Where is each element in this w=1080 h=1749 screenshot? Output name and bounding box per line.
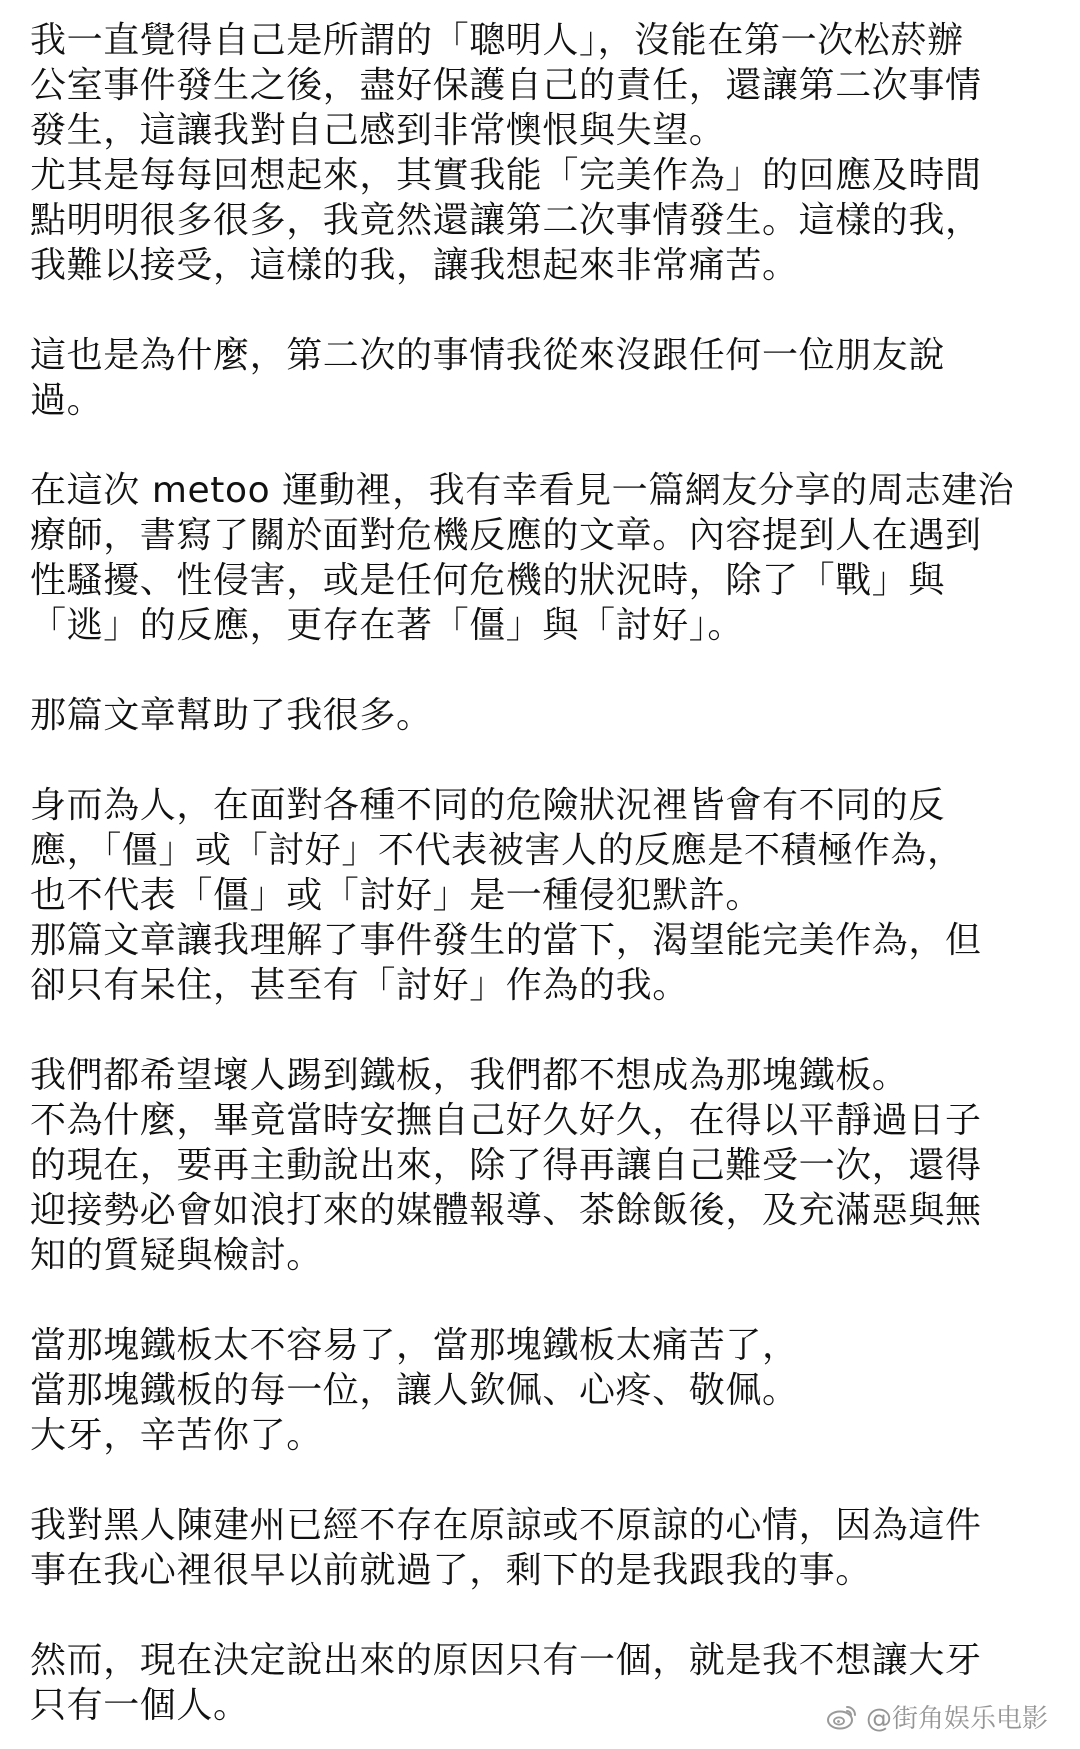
paragraph [30,1503,1060,1593]
paragraph [30,1323,1060,1458]
text-line: 那篇文章讓我理解了事件發生的當下，渴望能完美作為，但 [30,920,982,961]
text-line: 尤其是每每回想起來，其實我能「完美作為」的回應及時間 [30,155,982,196]
weibo-icon [826,1703,858,1731]
text-line: 事在我心裡很早以前就過了，剩下的是我跟我的事。 [30,1550,872,1591]
paragraph [30,1053,1060,1278]
text-line: 我對黑人陳建州已經不存在原諒或不原諒的心情，因為這件 [30,1505,982,1546]
paragraph [30,783,1060,1008]
paragraph-gap [30,1008,1060,1053]
paragraph [30,468,1060,648]
text-line: 然而，現在決定說出來的原因只有一個，就是我不想讓大牙 [30,1640,982,1681]
text-line: 身而為人，在面對各種不同的危險狀況裡皆會有不同的反 [30,785,946,826]
text-line: 那篇文章幫助了我很多。 [30,695,433,736]
paragraph-gap [30,288,1060,333]
text-line: 卻只有呆住，甚至有「討好」作為的我。 [30,965,689,1006]
text-line: 點明明很多很多，我竟然還讓第二次事情發生。這樣的我， [30,200,982,241]
text-line: 我一直覺得自己是所謂的「聰明人」，沒能在第一次松菸辦 [30,20,964,61]
text-line: 我難以接受，這樣的我，讓我想起來非常痛苦。 [30,245,799,286]
text-line: 知的質疑與檢討。 [30,1235,323,1276]
text-line: 也不代表「僵」或「討好」是一種侵犯默許。 [30,875,763,916]
watermark-text: @街角娱乐电影 [865,1704,1048,1734]
paragraph-gap [30,423,1060,468]
text-line: 這也是為什麼，第二次的事情我從來沒跟任何一位朋友說 [30,335,946,376]
paragraph-gap [30,1593,1060,1638]
text-line: 不為什麼，畢竟當時安撫自己好久好久，在得以平靜過日子 [30,1100,982,1141]
text-line: 大牙，辛苦你了。 [30,1415,323,1456]
text-line: 的現在，要再主動說出來，除了得再讓自己難受一次，還得 [30,1145,982,1186]
paragraph-gap [30,738,1060,783]
text-line: 應，「僵」或「討好」不代表被害人的反應是不積極作為， [30,830,964,871]
paragraph-gap [30,1458,1060,1503]
paragraph-gap [30,1278,1060,1323]
text-line: 只有一個人。 [30,1685,250,1726]
paragraph [30,693,1060,738]
paragraph-gap [30,648,1060,693]
text-line: 性騷擾、性侵害，或是任何危機的狀況時，除了「戰」與 [30,560,946,601]
text-line: 發生，這讓我對自己感到非常懊恨與失望。 [30,110,726,151]
paragraph [30,333,1060,423]
text-line: 「逃」的反應，更存在著「僵」與「討好」。 [30,605,745,646]
text-line: 當那塊鐵板的每一位，讓人欽佩、心疼、敬佩。 [30,1370,799,1411]
statement-text [30,18,1060,1728]
text-line: 公室事件發生之後，盡好保護自己的責任，還讓第二次事情 [30,65,982,106]
text-line: 我們都希望壞人踢到鐵板，我們都不想成為那塊鐵板。 [30,1055,909,1096]
weibo-watermark [826,1698,1048,1735]
text-line: 過。 [30,380,104,421]
text-line: 療師，書寫了關於面對危機反應的文章。內容提到人在遇到 [30,515,982,556]
text-line: 在這次 metoo 運動裡，我有幸看見一篇網友分享的周志建治 [30,470,1015,511]
paragraph [30,18,1060,288]
text-line: 當那塊鐵板太不容易了，當那塊鐵板太痛苦了， [30,1325,799,1366]
text-line: 迎接勢必會如浪打來的媒體報導、茶餘飯後，及充滿惡與無 [30,1190,982,1231]
